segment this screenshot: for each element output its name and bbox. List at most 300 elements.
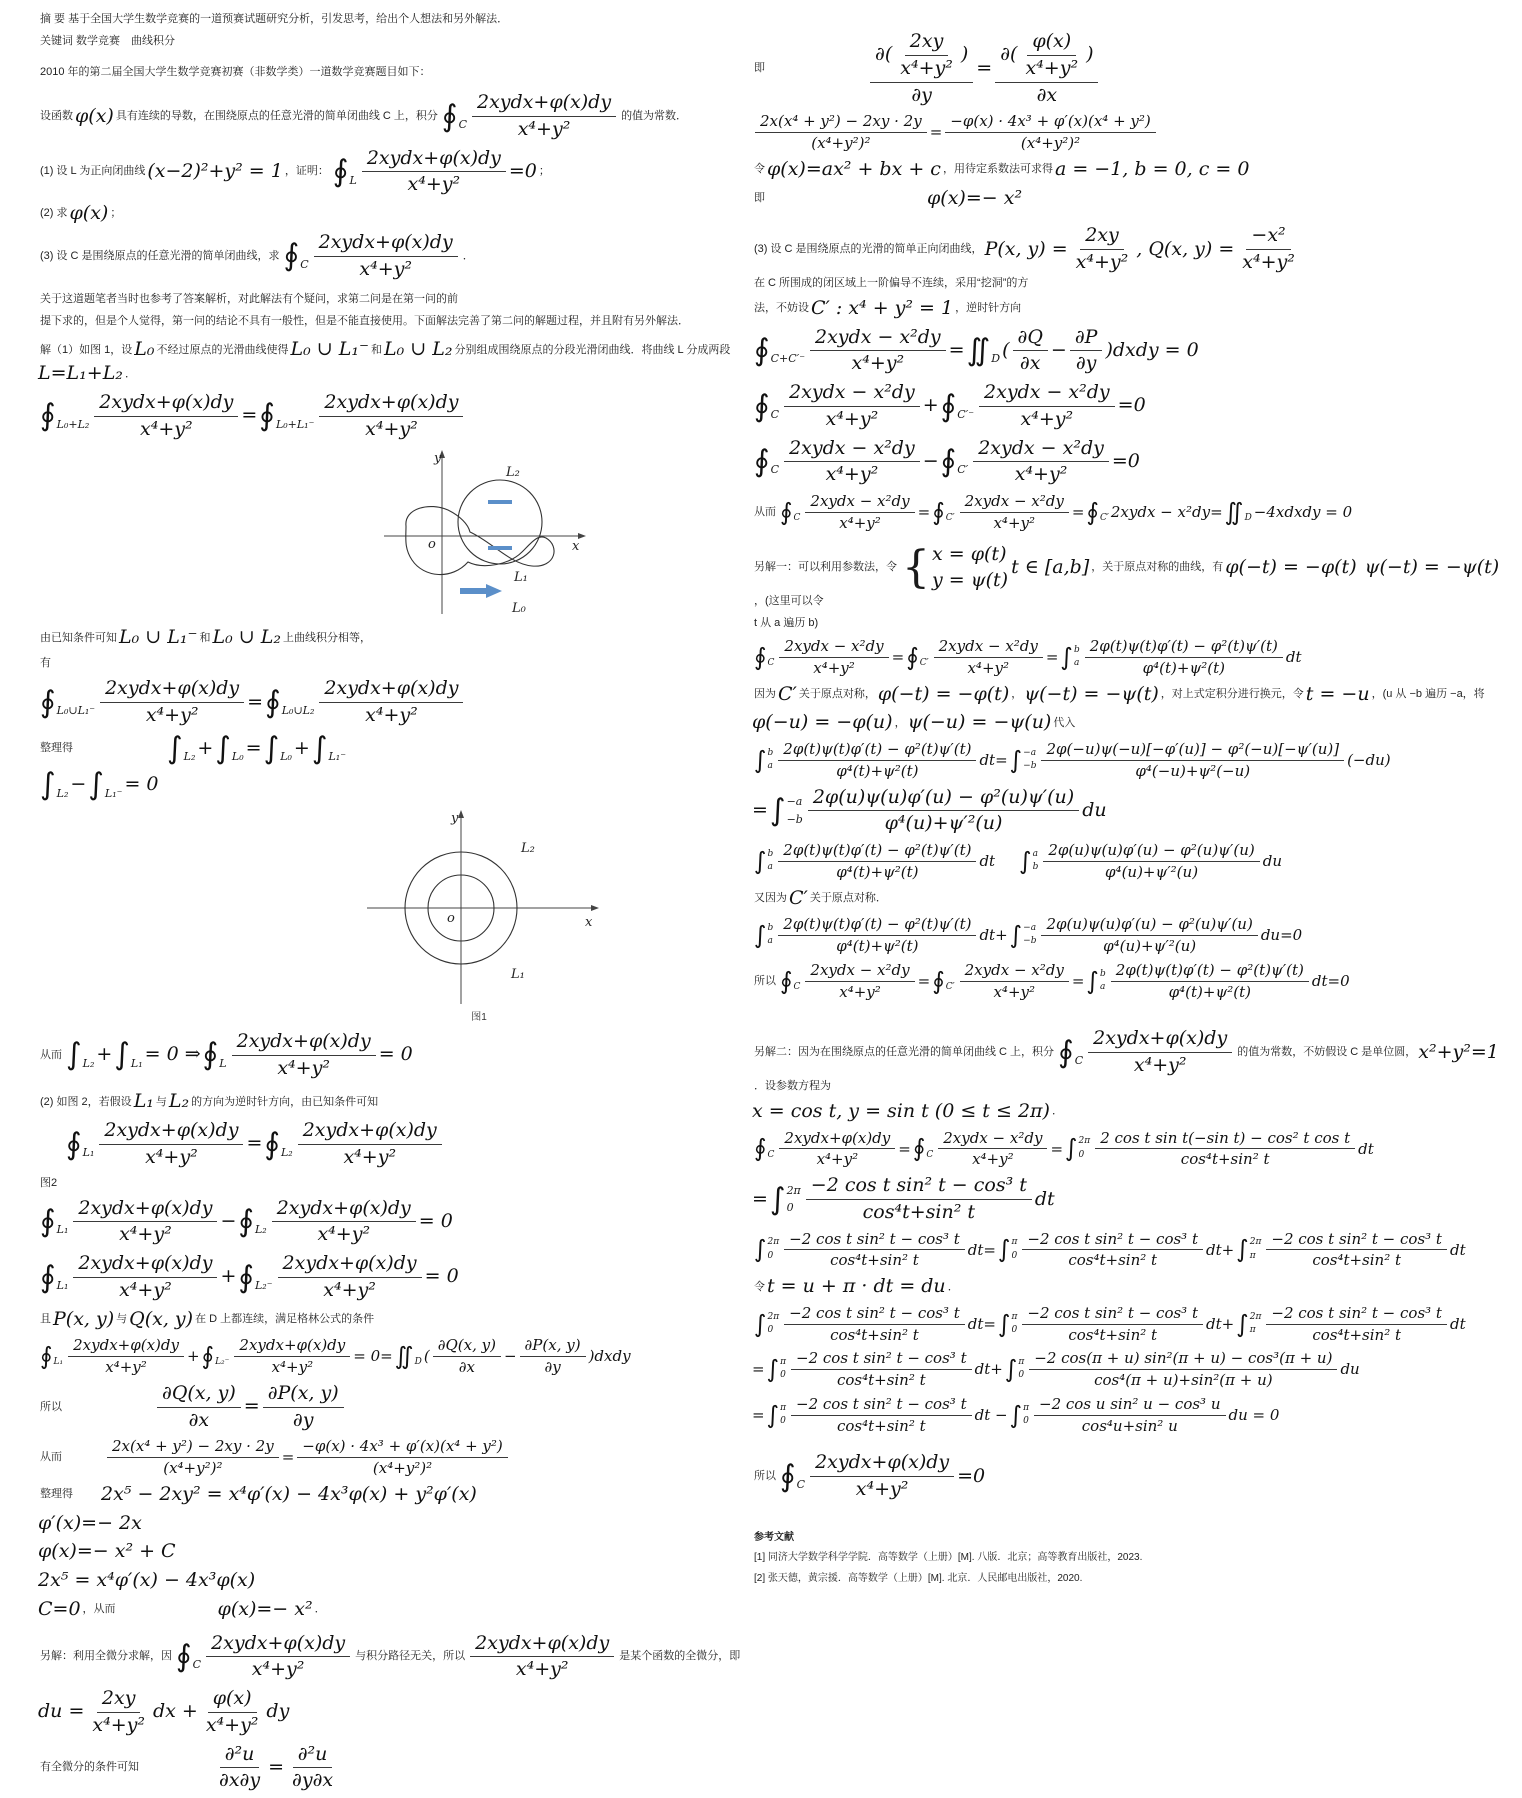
operator-contour-integral xyxy=(40,1206,68,1238)
lower-limit: 0 xyxy=(780,1370,786,1381)
math-run: x⁴+y² xyxy=(271,1358,314,1377)
upper-limit: π xyxy=(1011,1237,1018,1248)
lower-limit: L₀∪L₁⁻ xyxy=(56,704,96,718)
denominator xyxy=(184,1408,215,1433)
operator-limits xyxy=(82,1129,95,1161)
lower-limit: C′⁻ xyxy=(957,407,975,421)
operator-contour-integral xyxy=(284,240,309,272)
lower-limit: a xyxy=(1099,981,1106,992)
cjk-text: 整理得 xyxy=(40,1488,73,1501)
spacer xyxy=(118,1609,218,1610)
numerator xyxy=(995,30,1098,83)
cjk-text: 在 D 上都连续，满足格林公式的条件 xyxy=(195,1312,375,1325)
operator-symbol: ∫ xyxy=(754,1235,767,1264)
eq-phi-prime xyxy=(38,1512,750,1536)
math-run: P(x, y) = xyxy=(984,237,1068,260)
numerator xyxy=(362,147,506,173)
math-run: φ⁴(t)+ψ²(t) xyxy=(836,937,919,956)
denominator xyxy=(288,1408,319,1433)
operator-limits xyxy=(1074,1037,1083,1069)
cjk-text: ，证明： xyxy=(284,165,329,178)
cjk-text: ， xyxy=(1011,687,1023,700)
operator-limits xyxy=(254,1206,267,1238)
fraction xyxy=(806,1174,1032,1225)
operator-limits xyxy=(990,335,1000,367)
math-run: ∂y xyxy=(911,83,932,106)
math-run: du xyxy=(1340,1360,1360,1379)
operator-limits xyxy=(192,1641,201,1673)
operator-symbol: ∫ xyxy=(1004,1355,1018,1384)
operator-limits xyxy=(56,400,90,432)
eq-partial-equal xyxy=(38,1382,750,1433)
cjk-text: (3) 设 C 是围绕原点的任意光滑的简单闭曲线，求 xyxy=(40,249,280,262)
eq-rearranged-2 xyxy=(38,1483,750,1507)
math-run: L₀ ∪ L₁⁻ xyxy=(290,338,370,361)
fraction xyxy=(938,1129,1047,1170)
math-run: x⁴+y² xyxy=(365,417,418,440)
math-run: x⁴+y² xyxy=(317,1223,371,1246)
lower-limit: π xyxy=(1249,1250,1256,1261)
cjk-text: ，用待定系数法可求得 xyxy=(942,163,1053,176)
operator-limits xyxy=(56,769,69,801)
math-run: = xyxy=(917,971,931,990)
numerator xyxy=(979,381,1115,407)
eq-split-integral xyxy=(752,1230,1518,1271)
math-run: C′ : x⁴ + y² = 1 xyxy=(811,296,954,319)
left-column xyxy=(38,6,750,1798)
part3-intro-2 xyxy=(752,297,1518,321)
cjk-text: 图2 xyxy=(40,1176,58,1189)
operator-limits xyxy=(770,446,779,478)
operator-integral xyxy=(40,769,68,801)
math-run: 2xydx+φ(x)dy xyxy=(239,1336,346,1355)
math-run: −2 cos t sin² t − cos³ t xyxy=(796,1394,967,1413)
spacer xyxy=(75,748,165,749)
math-run: (x⁴+y²)² xyxy=(811,134,871,152)
operator-limits xyxy=(793,500,801,525)
lower-limit: C xyxy=(767,658,775,669)
operator-symbol: ∮ xyxy=(754,444,770,480)
operator-contour-integral xyxy=(754,1136,774,1161)
fraction xyxy=(784,437,920,488)
fraction xyxy=(1237,224,1300,275)
numerator xyxy=(973,437,1109,463)
spacer xyxy=(75,1494,101,1495)
cjk-text: 2010 年的第二届全国大学生数学竞赛初赛（非数学类）一道数学竞赛题目如下： xyxy=(40,66,431,79)
operator-contour-integral xyxy=(201,1341,230,1370)
fig1-l1-label: L₁ xyxy=(514,570,528,586)
operator-symbol: ∮ xyxy=(283,238,300,274)
numerator xyxy=(319,391,463,417)
operator-contour-integral xyxy=(259,400,314,432)
fraction xyxy=(100,677,244,728)
alt-solution-differential xyxy=(38,1632,750,1683)
operator-limits xyxy=(281,687,315,719)
math-run: 2xydx+φ(x)dy xyxy=(236,1029,371,1052)
math-run: − xyxy=(220,1209,237,1232)
denominator xyxy=(511,1657,574,1682)
math-run: = xyxy=(976,56,993,79)
math-run: φ⁴(t)+ψ²(t) xyxy=(1142,658,1225,677)
lower-limit: C xyxy=(926,1149,934,1160)
denominator xyxy=(1010,462,1073,487)
math-run: = xyxy=(752,1187,768,1210)
fig1-o-label: o xyxy=(428,537,436,553)
cjk-text: 具有连续的导数，在围绕原点的任意光滑的简单闭曲线 C 上，积分 xyxy=(115,109,438,122)
eq-substitution xyxy=(752,740,1518,781)
cases-rows xyxy=(932,543,1008,594)
denominator xyxy=(1016,133,1085,153)
math-run: (x−2)²+y² = 1 xyxy=(147,160,283,183)
operator-symbol: ∫ xyxy=(263,730,280,766)
math-run: =0 xyxy=(957,1464,986,1487)
math-run: =0 xyxy=(1117,394,1146,417)
eq-side-by-side xyxy=(752,841,1518,882)
operator-symbol: ∫ xyxy=(766,1355,780,1384)
math-run: x⁴+y² xyxy=(839,982,881,1001)
operator-limits xyxy=(945,500,955,525)
operator-integral xyxy=(1086,966,1106,995)
fraction xyxy=(1020,30,1083,81)
upper-limit: 2π xyxy=(1078,1136,1091,1147)
cjk-text: ．设参数方程为 xyxy=(754,1079,831,1092)
math-run: −2 cos t sin² t − cos³ t xyxy=(789,1303,960,1322)
cjk-text: 关于这道题笔者当时也参考了答案解析，对此解法有个疑问，求第二问是在第一问的前 xyxy=(40,293,458,306)
lower-limit: C xyxy=(1074,1054,1084,1068)
lower-limit: C′ xyxy=(957,463,969,477)
numerator xyxy=(1041,740,1344,761)
cjk-text: ， xyxy=(894,716,906,729)
numerator xyxy=(234,1336,350,1357)
numerator xyxy=(810,1451,954,1477)
operator-limits xyxy=(770,391,779,423)
fig1-l2-label: L₂ xyxy=(506,465,520,481)
math-run: x⁴+y² xyxy=(972,1150,1014,1169)
math-run: Q(x, y) xyxy=(129,1307,194,1330)
numerator xyxy=(94,391,238,417)
math-run: 2xydx − x²dy xyxy=(964,492,1064,511)
lower-limit: L₀+L₂ xyxy=(56,417,90,431)
lower-limit: 0 xyxy=(767,1324,774,1335)
denominator xyxy=(87,1713,150,1738)
operator-limits xyxy=(1244,500,1252,525)
operator-contour-integral xyxy=(932,497,955,526)
lower-limit: C xyxy=(458,118,467,132)
operator-limits xyxy=(1022,923,1036,948)
operator-limits xyxy=(1022,1403,1029,1428)
math-run: 2xy xyxy=(909,30,944,52)
upper-limit: 2π xyxy=(1249,1311,1262,1322)
denominator xyxy=(1071,351,1102,376)
operator-integral xyxy=(1005,1357,1024,1382)
math-run: 2φ(t)ψ(t)φ′(t) − φ²(t)ψ′(t) xyxy=(783,915,972,934)
fraction xyxy=(791,1349,972,1390)
math-run: x⁴+y² xyxy=(851,352,905,375)
math-run: = xyxy=(245,736,262,759)
undetermined-coeff xyxy=(752,158,1518,182)
lower-limit: −b xyxy=(1023,936,1037,947)
lower-limit: 0 xyxy=(767,1250,774,1261)
math-run: −2 cos t sin² t − cos³ t xyxy=(810,1174,1027,1197)
math-run: ∂( xyxy=(875,43,893,66)
numerator xyxy=(870,30,973,83)
math-run: 2xydx − x²dy= xyxy=(1110,502,1223,521)
cjk-text: 和 xyxy=(371,343,383,356)
math-run: + xyxy=(293,736,310,759)
math-run: 2xydx+φ(x)dy xyxy=(1093,1027,1228,1050)
math-run: 2φ(−u)ψ(−u)[−φ′(u)] − φ²(−u)[−ψ′(u)] xyxy=(1046,740,1340,759)
denominator xyxy=(1237,250,1300,275)
math-run: φ(x) xyxy=(1032,30,1072,52)
operator-integral xyxy=(167,730,196,766)
operator-integral xyxy=(263,730,292,766)
denominator xyxy=(812,1149,864,1169)
math-run: L₁ xyxy=(133,1090,154,1113)
operator-limits xyxy=(458,101,467,133)
math-run: 2φ(t)ψ(t)φ′(t) − φ²(t)ψ′(t) xyxy=(783,841,972,860)
numerator xyxy=(791,1349,972,1370)
lower-limit: L₁ xyxy=(130,1056,143,1070)
numerator xyxy=(784,1304,965,1325)
math-run: dt=0 xyxy=(1311,971,1350,990)
math-run: (−du) xyxy=(1347,751,1391,770)
operator-limits xyxy=(183,733,196,765)
lower-limit: L₂⁻ xyxy=(215,1357,230,1368)
eq-phi-with-c xyxy=(38,1540,750,1564)
math-run: = 0 xyxy=(418,1209,453,1232)
fraction xyxy=(995,30,1098,107)
math-run: x⁴+y² xyxy=(105,1358,147,1377)
math-run: ψ(−u) = −ψ(u) xyxy=(907,711,1052,734)
numerator xyxy=(472,91,616,117)
operator-symbol: ∫ xyxy=(769,1181,786,1217)
denominator xyxy=(318,1278,381,1303)
operator-contour-integral xyxy=(40,684,96,720)
eq-conclusion-1 xyxy=(38,1030,750,1081)
operator-integral xyxy=(997,1309,1018,1338)
operator-limits xyxy=(1032,849,1039,874)
math-run: 2xydx+φ(x)dy xyxy=(784,1128,891,1147)
cjk-text: 所以 xyxy=(754,974,776,987)
math-run: du=0 xyxy=(1260,926,1303,945)
math-run: φ⁴(−u)+ψ²(−u) xyxy=(1135,761,1251,780)
math-run: 2φ(t)ψ(t)φ′(t) − φ²(t)ψ′(t) xyxy=(1089,637,1278,656)
numerator xyxy=(208,1687,257,1713)
operator-symbol: ∫ xyxy=(997,1309,1011,1338)
math-run: 2xydx − x²dy xyxy=(789,381,915,404)
denominator xyxy=(895,56,958,81)
fraction xyxy=(157,1382,241,1433)
denominator xyxy=(114,1278,177,1303)
lower-limit: L₁⁻ xyxy=(104,786,123,800)
fraction xyxy=(791,1395,972,1436)
math-run: 2xydx+φ(x)dy xyxy=(475,1631,610,1654)
math-run: = 0 xyxy=(378,1043,413,1066)
math-run: ∂x∂y xyxy=(219,1769,261,1792)
operator-symbol: ∫ xyxy=(766,1400,780,1429)
operator-limits xyxy=(793,969,801,994)
numerator xyxy=(778,915,976,936)
fraction xyxy=(99,1119,243,1170)
denominator xyxy=(100,1357,152,1377)
comment-line-2 xyxy=(38,313,750,330)
numerator xyxy=(1022,1304,1203,1325)
math-run: −x² xyxy=(1251,224,1286,247)
numerator xyxy=(1034,1395,1225,1416)
cjk-text: 有全微分的条件可知 xyxy=(40,1761,139,1774)
cjk-text: 与积分路径无关，所以 xyxy=(355,1650,466,1663)
part3-intro xyxy=(752,224,1518,292)
math-run: = xyxy=(1045,648,1059,667)
figure-2-drawing xyxy=(349,806,609,1011)
math-run: 2xydx − x²dy xyxy=(984,381,1110,404)
operator-symbol: ∮ xyxy=(238,1204,254,1240)
numerator xyxy=(810,326,946,352)
fraction xyxy=(778,915,976,956)
cjk-text: 又因为 xyxy=(754,891,787,904)
spacer xyxy=(141,1767,211,1768)
upper-limit: π xyxy=(780,1357,787,1368)
upper-limit: 2π xyxy=(767,1311,780,1322)
fraction xyxy=(784,1230,965,1271)
operator-contour-integral xyxy=(203,1039,227,1071)
math-run: cos⁴t+sin² t xyxy=(862,1200,976,1223)
math-run: t ∈ [a,b] xyxy=(1011,555,1090,578)
blue-arrow-shaft xyxy=(460,588,486,594)
math-run: cos⁴t+sin² t xyxy=(836,1416,926,1435)
math-run: x⁴+y² xyxy=(825,407,879,430)
math-run: x⁴+y² xyxy=(900,56,953,79)
operator-contour-integral xyxy=(264,1126,293,1162)
parametric-eq xyxy=(752,1100,1518,1124)
numerator xyxy=(73,1252,217,1278)
operator-symbol: ∫ xyxy=(1086,966,1099,995)
fraction xyxy=(1085,637,1283,678)
math-run: −2 cos t sin² t − cos³ t xyxy=(796,1349,967,1368)
fraction xyxy=(1013,326,1048,377)
operator-symbol: ∮ xyxy=(40,1259,56,1295)
solution-part1-intro xyxy=(38,338,750,386)
math-run: cos⁴t+sin² t xyxy=(1068,1325,1158,1344)
operator-contour-integral xyxy=(40,1259,69,1295)
math-run: x⁴+y² xyxy=(816,1150,859,1169)
operator-symbol: ∫ xyxy=(1009,921,1023,950)
operator-limits xyxy=(53,1344,64,1369)
operator-integral xyxy=(1009,1400,1030,1429)
cases-brace: { xyxy=(902,542,930,594)
fig2-stray-label xyxy=(38,1175,750,1192)
operator-symbol: ∮ xyxy=(912,1134,926,1163)
denominator xyxy=(312,1222,375,1247)
fraction xyxy=(319,391,463,442)
math-run: 2xydx − x²dy xyxy=(810,960,910,979)
operator-symbol: ∫ xyxy=(754,745,767,774)
math-run: 2xydx+φ(x)dy xyxy=(276,1196,411,1219)
lower-limit: L₀+L₁⁻ xyxy=(275,417,315,431)
lower-limit: a xyxy=(767,936,773,947)
numerator xyxy=(1041,915,1257,936)
cjk-text: 令 xyxy=(754,1280,765,1293)
eq-du xyxy=(38,1687,750,1738)
lower-limit: C xyxy=(793,981,801,992)
math-run: = xyxy=(241,404,258,427)
operator-contour-integral xyxy=(1086,497,1109,526)
lower-limit: a xyxy=(767,862,773,873)
math-run: = xyxy=(898,1139,911,1158)
math-run: φ(−u) = −φ(u) xyxy=(752,711,893,734)
denominator xyxy=(832,1416,931,1436)
upper-limit: −a xyxy=(1023,747,1037,758)
math-run: x⁴+y² xyxy=(1242,251,1295,273)
operator-symbol: ∫ xyxy=(754,921,767,950)
operator-symbol: ∮ xyxy=(40,1204,56,1240)
operator-symbol: ∮ xyxy=(780,497,793,526)
denominator xyxy=(360,417,423,442)
denominator xyxy=(821,407,884,432)
denominator xyxy=(1307,1250,1406,1270)
cjk-text: 另解：利用全微分求解，因 xyxy=(40,1650,172,1663)
operator-symbol: ∫ xyxy=(66,1037,82,1073)
upper-limit: a xyxy=(1032,848,1038,859)
spacer xyxy=(767,68,867,69)
upper-limit: π xyxy=(780,1402,787,1413)
upper-limit: 2π xyxy=(786,1183,801,1197)
cjk-text: 即 xyxy=(754,191,765,204)
math-run: =0 xyxy=(1111,449,1140,472)
eq-final-result xyxy=(752,1451,1518,1502)
math-run: cos⁴(π + u)+sin²(π + u) xyxy=(1094,1371,1273,1390)
math-run: = xyxy=(268,1755,285,1778)
math-run: 2xydx+φ(x)dy xyxy=(366,146,501,169)
lower-limit: L₀ xyxy=(280,750,292,764)
lower-limit: C+C′⁻ xyxy=(770,352,805,366)
math-run: (x⁴+y²)² xyxy=(163,1459,223,1478)
denominator xyxy=(287,1768,338,1793)
math-run: φ(x) xyxy=(75,104,114,127)
fraction xyxy=(234,1336,350,1377)
math-run: x⁴+y² xyxy=(993,513,1035,532)
known-condition xyxy=(38,626,750,650)
keywords-line xyxy=(38,33,750,50)
math-run: 2φ(u)ψ(u)φ′(u) − φ²(u)ψ′(u) xyxy=(1048,841,1255,860)
cjk-text: ，从而 xyxy=(82,1603,116,1616)
math-run: −4xdxdy = 0 xyxy=(1253,502,1353,521)
operator-limits xyxy=(1073,645,1080,670)
operator-contour-integral xyxy=(66,1126,95,1162)
denominator xyxy=(513,117,576,142)
cjk-text: 解（1）如图 1，设 xyxy=(40,343,133,356)
cjk-text: 关于原点对称． xyxy=(809,891,887,904)
math-run: φ′(x)=− 2x xyxy=(38,1511,142,1534)
operator-symbol: ∮ xyxy=(754,388,770,424)
operator-limits xyxy=(254,1262,273,1294)
operator-limits xyxy=(767,748,774,773)
numerator xyxy=(934,637,1043,658)
operator-symbol: ∮ xyxy=(259,398,275,434)
math-run: L=L₁+L₂ xyxy=(38,362,123,385)
lower-limit: D xyxy=(1244,513,1252,523)
cjk-text: (2) 如图 2，若假设 xyxy=(40,1095,132,1108)
operator-limits xyxy=(327,733,346,765)
math-run: x⁴+y² xyxy=(515,1658,569,1681)
math-run: 2xydx+φ(x)dy xyxy=(99,390,234,413)
fig1-x-label: x xyxy=(572,539,580,555)
denominator xyxy=(832,1370,931,1390)
cjk-text: 的方向为逆时针方向，由已知条件可知 xyxy=(191,1095,379,1108)
operator-limits xyxy=(104,769,123,801)
cjk-text: (2) 求 xyxy=(40,207,68,220)
operator-contour-integral xyxy=(940,388,975,424)
